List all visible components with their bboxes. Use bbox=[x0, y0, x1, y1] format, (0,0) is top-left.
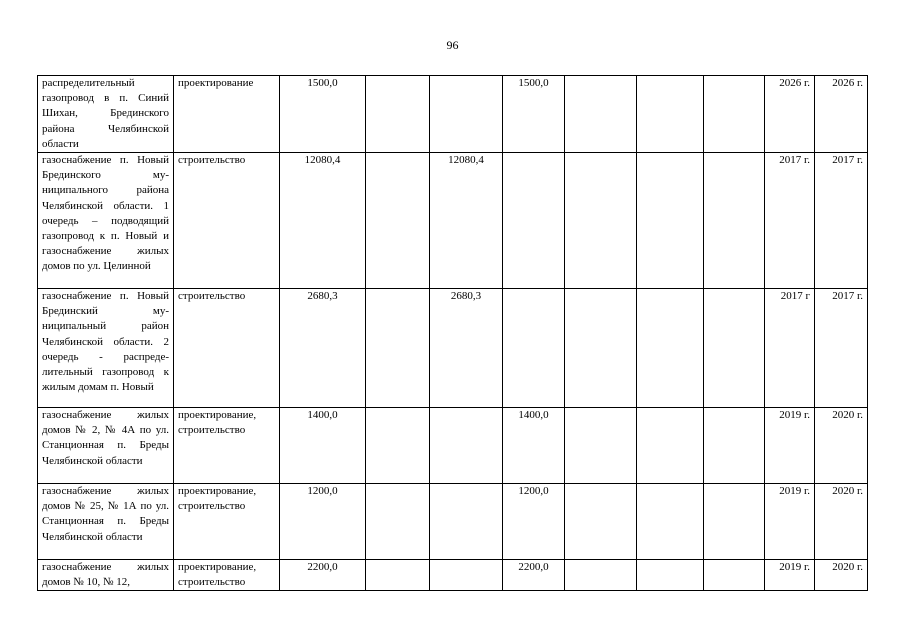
work-type-cell: проектирование, строительство bbox=[174, 484, 280, 560]
table-row bbox=[38, 408, 868, 484]
cost-cell-8 bbox=[637, 289, 704, 408]
start-year-cell: 2026 г. bbox=[765, 76, 815, 153]
work-type-cell: проектирование, строительство bbox=[174, 560, 280, 591]
total-cost-cell: 2200,0 bbox=[280, 560, 366, 591]
cost-cell-7 bbox=[565, 153, 637, 289]
cost-cell-9 bbox=[704, 289, 765, 408]
cost-cell-6: 1200,0 bbox=[503, 484, 565, 560]
cost-cell-5 bbox=[430, 408, 503, 484]
table-row bbox=[38, 289, 868, 408]
table-row bbox=[38, 560, 868, 591]
cost-cell-9 bbox=[704, 560, 765, 591]
work-type-cell: строительство bbox=[174, 153, 280, 289]
end-year-cell: 2026 г. bbox=[815, 76, 868, 153]
cost-cell-8 bbox=[637, 408, 704, 484]
end-year-cell: 2020 г. bbox=[815, 408, 868, 484]
cost-cell-5: 12080,4 bbox=[430, 153, 503, 289]
work-type-cell: проектирование bbox=[174, 76, 280, 153]
cost-cell-7 bbox=[565, 408, 637, 484]
cost-cell-9 bbox=[704, 408, 765, 484]
total-cost-cell: 2680,3 bbox=[280, 289, 366, 408]
cost-cell-4 bbox=[366, 408, 430, 484]
cost-cell-4 bbox=[366, 76, 430, 153]
start-year-cell: 2019 г. bbox=[765, 408, 815, 484]
start-year-cell: 2019 г. bbox=[765, 484, 815, 560]
work-type-cell: строительство bbox=[174, 289, 280, 408]
cost-cell-8 bbox=[637, 484, 704, 560]
start-year-cell: 2017 г bbox=[765, 289, 815, 408]
cost-cell-5 bbox=[430, 76, 503, 153]
cost-cell-6 bbox=[503, 153, 565, 289]
object-name-cell: газоснабжение п. Новый Брединский муниципальный район Челябинской области. 2 очередь - распределительный газопровод к жилым домам п. Новый bbox=[38, 289, 174, 408]
table-row bbox=[38, 153, 868, 289]
cost-cell-7 bbox=[565, 560, 637, 591]
cost-cell-9 bbox=[704, 153, 765, 289]
total-cost-cell: 1500,0 bbox=[280, 76, 366, 153]
cost-cell-6 bbox=[503, 289, 565, 408]
end-year-cell: 2020 г. bbox=[815, 560, 868, 591]
cost-cell-7 bbox=[565, 484, 637, 560]
work-type-cell: проектирование, строительство bbox=[174, 408, 280, 484]
cost-cell-8 bbox=[637, 153, 704, 289]
cost-cell-4 bbox=[366, 153, 430, 289]
start-year-cell: 2019 г. bbox=[765, 560, 815, 591]
cost-cell-5: 2680,3 bbox=[430, 289, 503, 408]
total-cost-cell: 1200,0 bbox=[280, 484, 366, 560]
object-name-cell: газоснабжение жилых домов № 25, № 1А по ул. Станционная п. Бреды Челябинской области bbox=[38, 484, 174, 560]
table-body bbox=[38, 76, 868, 591]
cost-cell-8 bbox=[637, 560, 704, 591]
end-year-cell: 2017 г. bbox=[815, 153, 868, 289]
cost-cell-9 bbox=[704, 76, 765, 153]
table-row bbox=[38, 76, 868, 153]
page-number: 96 bbox=[446, 38, 459, 52]
investment-table bbox=[37, 75, 868, 591]
cost-cell-6: 1400,0 bbox=[503, 408, 565, 484]
end-year-cell: 2020 г. bbox=[815, 484, 868, 560]
table-row bbox=[38, 484, 868, 560]
object-name-cell: газоснабжение п. Новый Брединского муниципального района Челябинской области. 1 очередь – подводящий газопровод к п. Новый и газоснабжение жилых домов по ул. Целинной bbox=[38, 153, 174, 289]
object-name-cell: газоснабжение жилых домов № 2, № 4А по ул. Станционная п. Бреды Челябинской области bbox=[38, 408, 174, 484]
cost-cell-6: 1500,0 bbox=[503, 76, 565, 153]
cost-cell-5 bbox=[430, 484, 503, 560]
object-name-cell: распределительный газопровод в п. Синий Шихан, Брединского района Челябинской области bbox=[38, 76, 174, 153]
cost-cell-7 bbox=[565, 289, 637, 408]
cost-cell-9 bbox=[704, 484, 765, 560]
start-year-cell: 2017 г. bbox=[765, 153, 815, 289]
cost-cell-8 bbox=[637, 76, 704, 153]
end-year-cell: 2017 г. bbox=[815, 289, 868, 408]
cost-cell-4 bbox=[366, 289, 430, 408]
cost-cell-4 bbox=[366, 484, 430, 560]
total-cost-cell: 1400,0 bbox=[280, 408, 366, 484]
cost-cell-5 bbox=[430, 560, 503, 591]
cost-cell-6: 2200,0 bbox=[503, 560, 565, 591]
cost-cell-7 bbox=[565, 76, 637, 153]
object-name-cell: газоснабжение жилых домов № 10, № 12, bbox=[38, 560, 174, 591]
total-cost-cell: 12080,4 bbox=[280, 153, 366, 289]
cost-cell-4 bbox=[366, 560, 430, 591]
